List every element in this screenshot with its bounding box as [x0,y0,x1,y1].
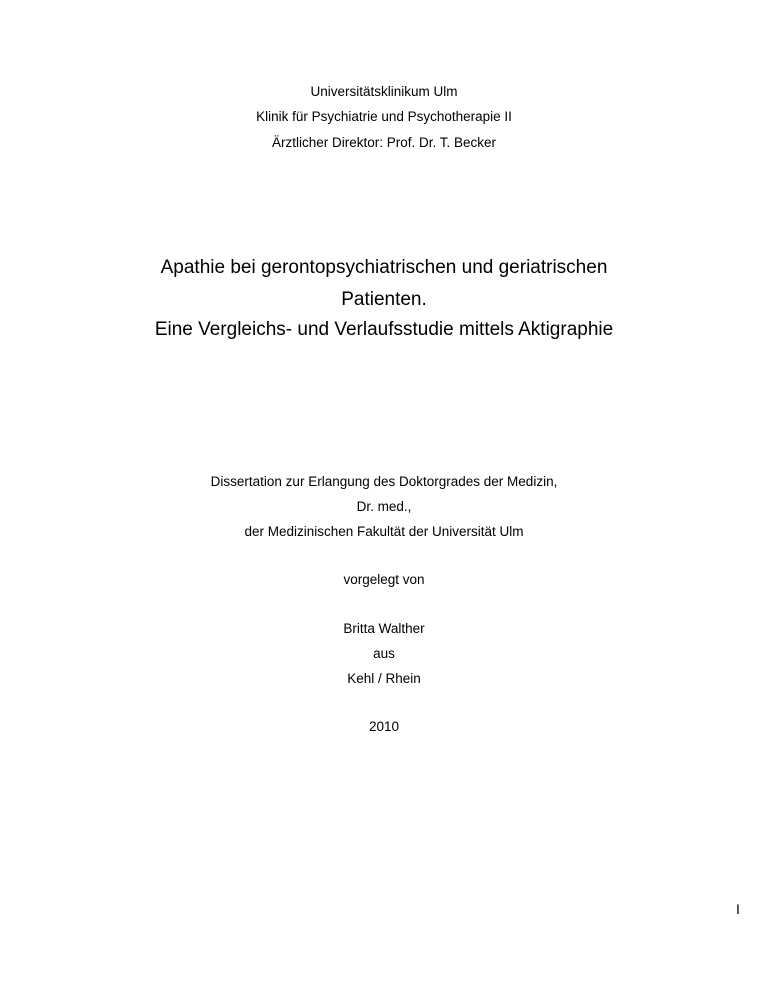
degree-name: Dr. med., [356,499,412,514]
presented-by-label: vorgelegt von [343,572,425,587]
author-name: Britta Walther [343,621,425,636]
thesis-title-line-1: Apathie bei gerontopsychiatrischen und geriatrischen [160,257,608,278]
faculty-name: der Medizinischen Fakultät der Universität Ulm [244,524,524,539]
institution-name: Universitätsklinikum Ulm [310,84,458,99]
page-number: I [736,901,740,917]
thesis-title-line-2: Patienten. [341,289,427,310]
from-label: aus [373,646,395,661]
submission-year: 2010 [368,719,400,734]
thesis-title-line-3: Eine Vergleichs- und Verlaufsstudie mittels Aktigraphie [154,319,614,340]
author-hometown: Kehl / Rhein [347,671,421,686]
medical-director: Ärztlicher Direktor: Prof. Dr. T. Becker [271,135,497,150]
dissertation-purpose: Dissertation zur Erlangung des Doktorgrades der Medizin, [210,474,558,489]
clinic-name: Klinik für Psychiatrie und Psychotherapie II [256,109,512,124]
